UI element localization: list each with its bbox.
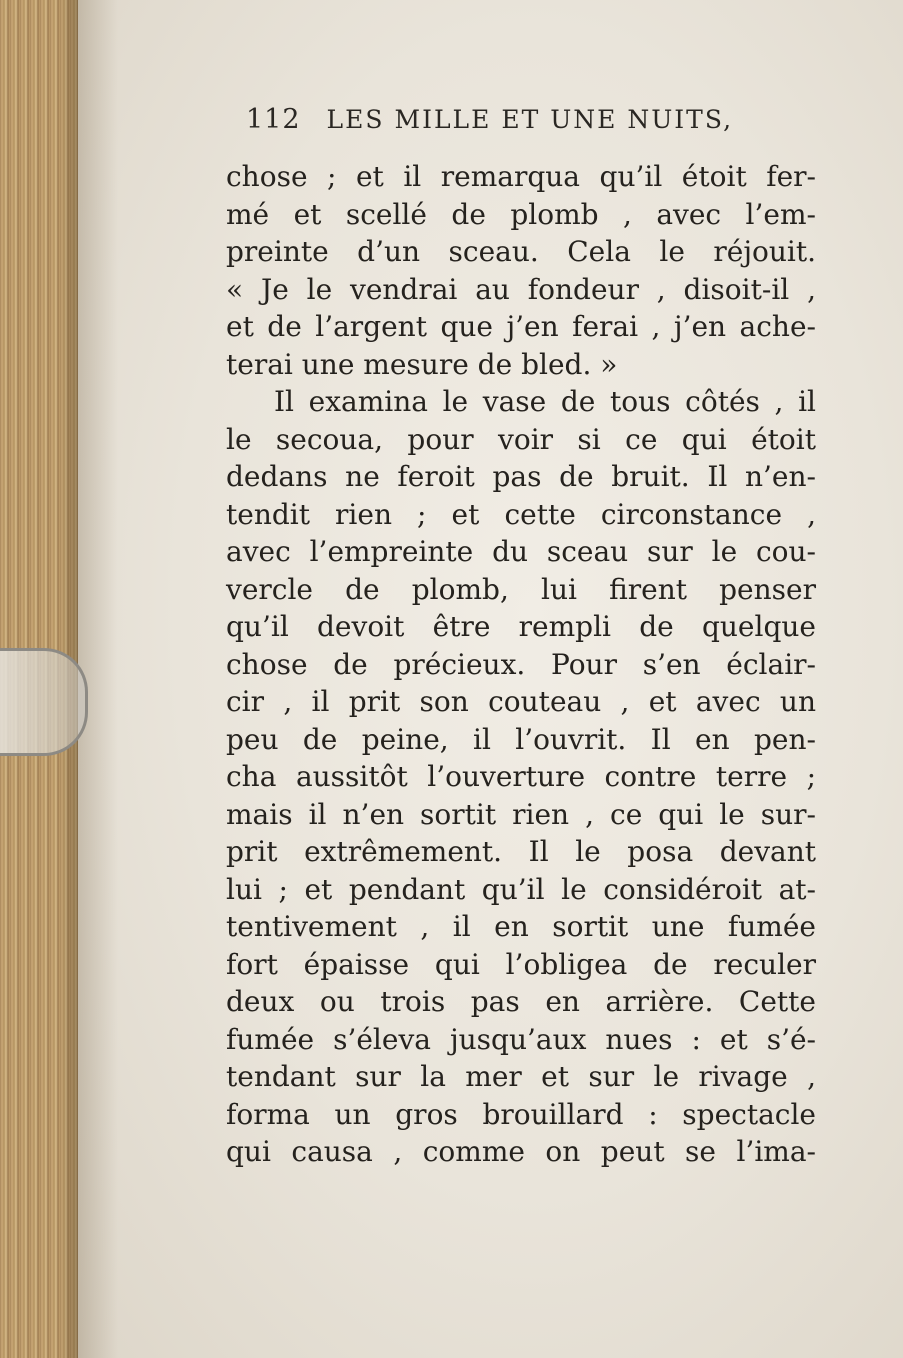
text-line: chose de précieux. Pour s’en éclair- <box>226 647 816 681</box>
text-line: chose ; et il remarqua qu’il étoit fer- <box>226 160 816 193</box>
text-line: vercle de plomb, lui firent penser <box>226 572 816 606</box>
text-line: mé et scellé de plomb , avec l’em- <box>226 197 816 231</box>
text-line: mais il n’en sortit rien , ce qui le sur- <box>226 797 816 831</box>
text-line: qu’il devoit être rempli de quelque <box>226 610 816 643</box>
text-line: qui causa , comme on peut se l’ima- <box>226 1135 816 1168</box>
text-line: Il examina le vase de tous côtés , il <box>274 385 816 418</box>
text-line: lui ; et pendant qu’il le considéroit at- <box>226 872 816 906</box>
text-line: forma un gros brouillard : spectacle <box>226 1097 816 1131</box>
text-line: terai une mesure de bled. » <box>226 347 618 381</box>
text-line: tentivement , il en sortit une fumée <box>226 910 816 943</box>
running-head <box>246 104 766 140</box>
text-line: fumée s’éleva jusqu’aux nues : et s’é- <box>226 1022 816 1056</box>
text-line: « Je le vendrai au fondeur , disoit-il , <box>226 272 816 306</box>
text-line: preinte d’un sceau. Cela le réjouit. <box>226 235 816 268</box>
text-line: cha aussitôt l’ouverture contre terre ; <box>226 760 816 793</box>
body-text <box>226 158 816 1171</box>
book-title: LES MILLE ET UNE NUITS, <box>326 105 734 134</box>
text-line: tendit rien ; et cette circonstance , <box>226 497 816 531</box>
text-line: tendant sur la mer et sur le rivage , <box>226 1060 816 1093</box>
page-clip <box>0 648 88 756</box>
page-number: 112 <box>246 104 301 135</box>
text-line: le secoua, pour voir si ce qui étoit <box>226 422 816 456</box>
text-line: cir , il prit son couteau , et avec un <box>226 685 816 718</box>
text-line: peu de peine, il l’ouvrit. Il en pen- <box>226 722 816 756</box>
text-line: et de l’argent que j’en ferai , j’en ache- <box>226 310 816 343</box>
text-line: avec l’empreinte du sceau sur le cou- <box>226 535 816 568</box>
text-line: deux ou trois pas en arrière. Cette <box>226 985 816 1018</box>
text-line: prit extrêmement. Il le posa devant <box>226 835 816 868</box>
text-line: fort épaisse qui l’obligea de reculer <box>226 947 816 981</box>
text-line: dedans ne feroit pas de bruit. Il n’en- <box>226 460 816 493</box>
